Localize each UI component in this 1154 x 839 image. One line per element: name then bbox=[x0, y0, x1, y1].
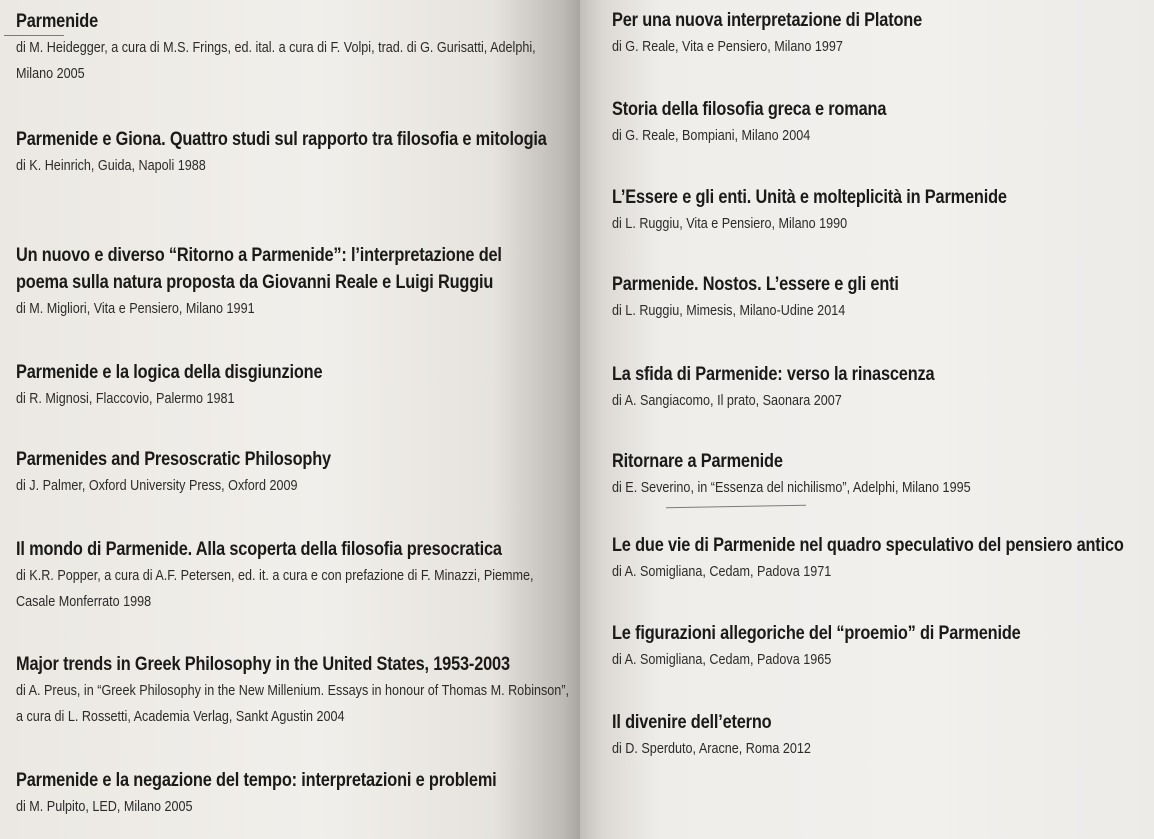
entry-title: Parmenide e Giona. Quattro studi sul rapporto tra filosofia e mitologia bbox=[16, 129, 547, 150]
entry-details: di R. Mignosi, Flaccovio, Palermo 1981 bbox=[16, 390, 235, 407]
bibliography-entry bbox=[612, 7, 1147, 60]
entry-title: Storia della filosofia greca e romana bbox=[612, 99, 887, 120]
bibliography-entry bbox=[612, 620, 1147, 673]
bibliography-entry bbox=[612, 184, 1147, 237]
entry-title: La sfida di Parmenide: verso la rinascenza bbox=[612, 364, 935, 385]
bibliography-entry bbox=[612, 448, 1147, 501]
entry-title: Per una nuova interpretazione di Platone bbox=[612, 10, 923, 31]
entry-title: Un nuovo e diverso “Ritorno a Parmenide”: l’interpretazione del poema sulla natura proposta da Giovanni Reale e Luigi Ruggiu bbox=[16, 245, 502, 293]
pencil-underline bbox=[4, 35, 64, 36]
bibliography-entry bbox=[16, 536, 561, 615]
entry-title: Parmenide bbox=[16, 11, 99, 32]
bibliography-entry bbox=[16, 359, 561, 412]
entry-details: di G. Reale, Bompiani, Milano 2004 bbox=[612, 127, 811, 144]
entry-details: di K.R. Popper, a cura di A.F. Petersen, ed. it. a cura e con prefazione di F. Minazzi, Piemme, Casale Monferrato 1998 bbox=[16, 567, 534, 610]
entry-details: di J. Palmer, Oxford University Press, Oxford 2009 bbox=[16, 477, 298, 494]
entry-title: L’Essere e gli enti. Unità e molteplicità in Parmenide bbox=[612, 187, 1007, 208]
entry-details: di A. Preus, in “Greek Philosophy in the New Millenium. Essays in honour of Thomas M. Robinson”, a cura di L. Rossetti, Academia Verlag, Sankt Agustin 2004 bbox=[16, 682, 570, 725]
entry-details: di L. Ruggiu, Vita e Pensiero, Milano 1990 bbox=[612, 215, 848, 232]
entry-details: di L. Ruggiu, Mimesis, Milano-Udine 2014 bbox=[612, 302, 846, 319]
entry-title: Major trends in Greek Philosophy in the United States, 1953-2003 bbox=[16, 654, 510, 675]
bibliography-entry bbox=[16, 767, 561, 820]
entry-details: di M. Pulpito, LED, Milano 2005 bbox=[16, 798, 193, 815]
entry-title: Il divenire dell’eterno bbox=[612, 712, 772, 733]
entry-details: di A. Somigliana, Cedam, Padova 1965 bbox=[612, 651, 832, 668]
pencil-underline bbox=[666, 505, 806, 508]
bibliography-entry bbox=[612, 96, 1147, 149]
entry-title: Le due vie di Parmenide nel quadro speculativo del pensiero antico bbox=[612, 535, 1124, 556]
entry-details: di A. Somigliana, Cedam, Padova 1971 bbox=[612, 563, 832, 580]
bibliography-entry bbox=[16, 651, 570, 730]
bibliography-entry bbox=[612, 709, 1147, 762]
right-page bbox=[580, 0, 1154, 839]
entry-details: di G. Reale, Vita e Pensiero, Milano 1997 bbox=[612, 38, 843, 55]
entry-details: di A. Sangiacomo, Il prato, Saonara 2007 bbox=[612, 392, 842, 409]
entry-details: di D. Sperduto, Aracne, Roma 2012 bbox=[612, 740, 811, 757]
entry-title: Ritornare a Parmenide bbox=[612, 451, 783, 472]
entry-title: Il mondo di Parmenide. Alla scoperta della filosofia presocratica bbox=[16, 539, 502, 560]
entry-title: Parmenide e la negazione del tempo: interpretazioni e problemi bbox=[16, 770, 497, 791]
bibliography-entry bbox=[612, 532, 1147, 585]
bibliography-entry bbox=[16, 8, 561, 87]
entry-details: di K. Heinrich, Guida, Napoli 1988 bbox=[16, 157, 206, 174]
entry-title: Le figurazioni allegoriche del “proemio” di Parmenide bbox=[612, 623, 1021, 644]
bibliography-entry bbox=[612, 361, 1147, 414]
entry-title: Parmenides and Presoscratic Philosophy bbox=[16, 449, 331, 470]
bibliography-entry bbox=[612, 271, 1147, 324]
entry-details: di M. Heidegger, a cura di M.S. Frings, ed. ital. a cura di F. Volpi, trad. di G. Gurisatti, Adelphi, Milano 2005 bbox=[16, 39, 536, 82]
bibliography-entry bbox=[16, 242, 561, 322]
entry-details: di M. Migliori, Vita e Pensiero, Milano 1991 bbox=[16, 300, 255, 317]
entry-title: Parmenide e la logica della disgiunzione bbox=[16, 362, 323, 383]
entry-title: Parmenide. Nostos. L’essere e gli enti bbox=[612, 274, 899, 295]
bibliography-entry bbox=[16, 446, 561, 499]
bibliography-entry bbox=[16, 126, 561, 179]
entry-details: di E. Severino, in “Essenza del nichilismo”, Adelphi, Milano 1995 bbox=[612, 479, 971, 496]
